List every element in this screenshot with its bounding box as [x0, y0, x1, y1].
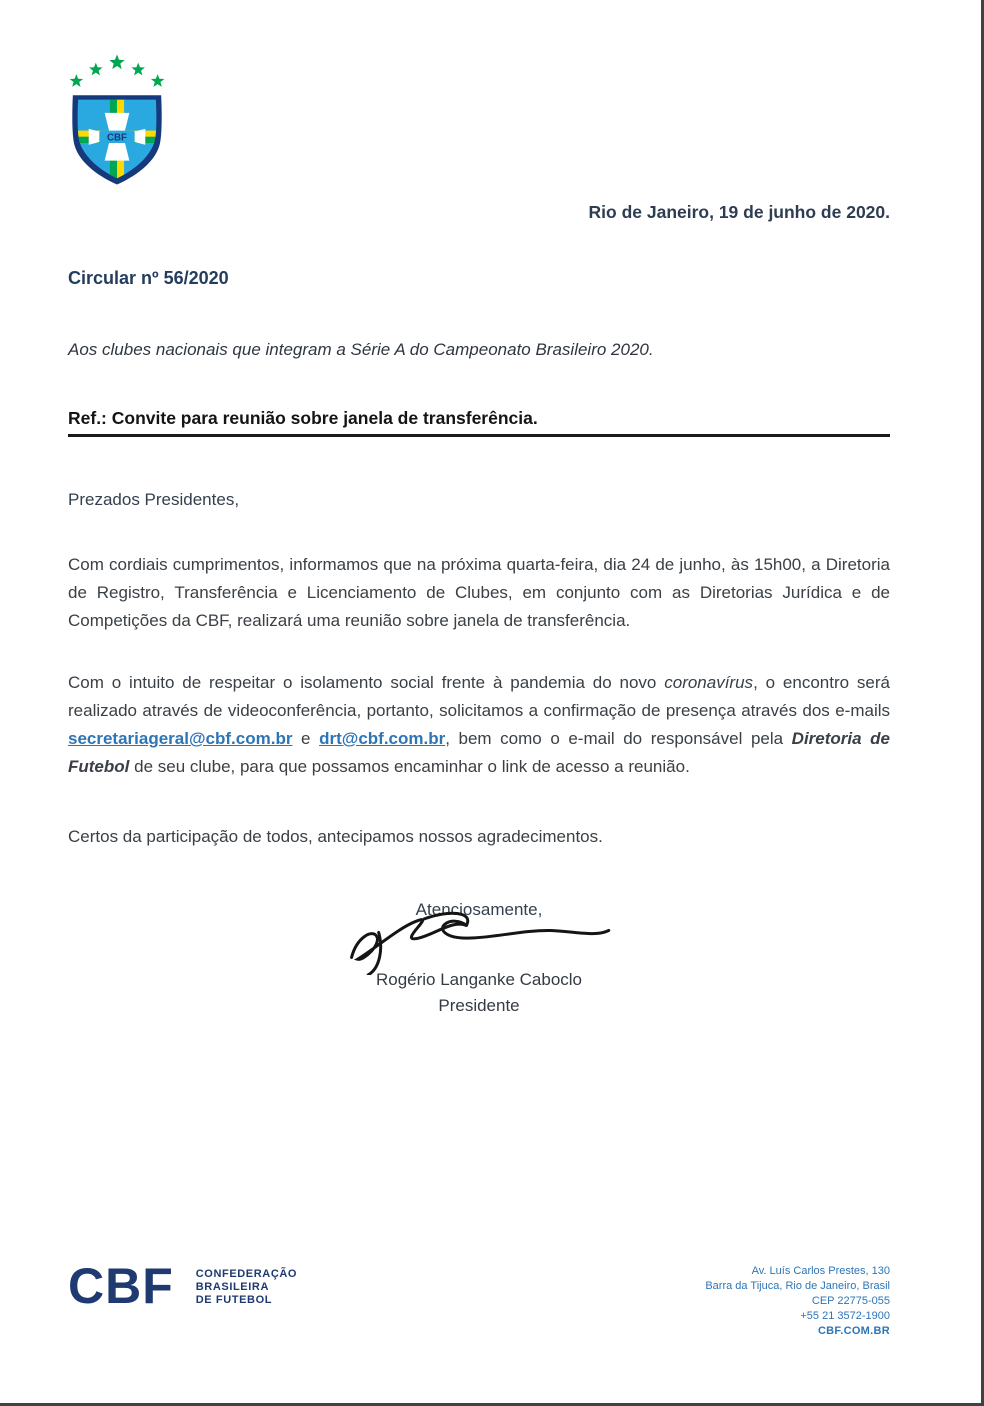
- p2-text-4: de seu clube, para que possamos encaminhar o link de acesso a reunião.: [129, 757, 690, 776]
- paragraph-meeting-announcement: Com cordiais cumprimentos, informamos que na próxima quarta-feira, dia 24 de junho, às 15h00, a Diretoria de Registro, Transferência e Licenciamento de Clubes, em conjunto com as Diretorias Jurídica e de Competições da CBF, realizará uma reunião sobre janela de transferência.: [68, 555, 890, 630]
- p2-text-2: , o encontro será realizado através de videoconferência, portanto, solicitamos a confirmação de presença através dos e-mails: [68, 673, 891, 720]
- cbf-shield-icon: [64, 45, 170, 195]
- cbf-crest-logo: [64, 45, 170, 195]
- signer-title: Presidente: [438, 996, 520, 1015]
- footer-address: [705, 1264, 890, 1339]
- addressee-line: Aos clubes nacionais que integram a Série A do Campeonato Brasileiro 2020.: [68, 340, 654, 359]
- paragraph-thanks: Certos da participação de todos, antecipamos nossos agradecimentos.: [68, 827, 603, 846]
- letter-content: [68, 0, 890, 1019]
- reference-line: Ref.: Convite para reunião sobre janela de transferência.: [68, 405, 890, 437]
- email-link-secretariageral[interactable]: secretariageral@cbf.com.br: [68, 729, 293, 748]
- p2-text-1: Com o intuito de respeitar o isolamento social frente à pandemia do novo: [68, 673, 665, 692]
- cbf-wordmark: CBF: [68, 1258, 174, 1314]
- footer-org-name: [196, 1268, 297, 1307]
- address-city: Barra da Tijuca, Rio de Janeiro, Brasil: [705, 1280, 890, 1292]
- p2-coronavirus-term: coronavírus: [664, 673, 754, 692]
- signer-name: Rogério Langanke Caboclo: [375, 970, 583, 989]
- handwritten-signature: [329, 905, 629, 975]
- footer-website[interactable]: CBF.COM.BR: [817, 1325, 890, 1337]
- date-line: Rio de Janeiro, 19 de junho de 2020.: [588, 202, 890, 222]
- address-street: Av. Luís Carlos Prestes, 130: [751, 1265, 890, 1277]
- paragraph-videoconference: [68, 669, 890, 781]
- p2-text-3: , bem como o e-mail do responsável pela: [445, 729, 792, 748]
- footer-brand: [68, 1258, 298, 1314]
- letterhead-footer: [68, 1258, 890, 1339]
- email-link-drt[interactable]: drt@cbf.com.br: [319, 729, 446, 748]
- org-line-3: DE FUTEBOL: [195, 1294, 273, 1306]
- svg-text:CBF: CBF: [107, 132, 127, 144]
- address-phone: +55 21 3572-1900: [800, 1310, 890, 1322]
- org-line-1: CONFEDERAÇÃO: [195, 1268, 298, 1280]
- p2-conjunction: e: [292, 729, 320, 748]
- address-cep: CEP 22775-055: [811, 1295, 890, 1307]
- p2-diretoria-term: Diretoria de Futebol: [68, 729, 890, 776]
- salutation: Prezados Presidentes,: [68, 490, 240, 509]
- circular-number: Circular nº 56/2020: [68, 268, 229, 288]
- star-icons: [70, 54, 165, 86]
- closing-salutation: Atenciosamente,: [415, 900, 543, 919]
- org-line-2: BRASILEIRA: [195, 1281, 269, 1293]
